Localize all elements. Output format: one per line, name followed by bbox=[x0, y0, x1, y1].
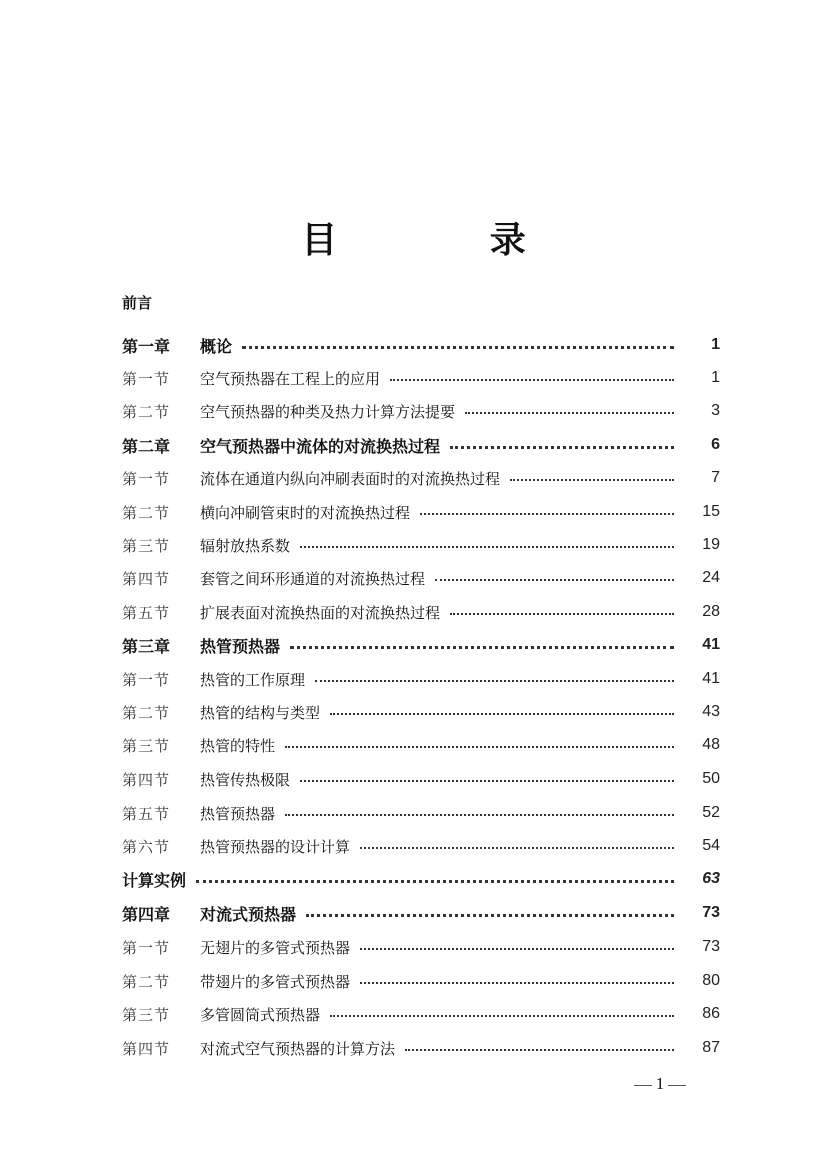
toc-entry-title: 对流式空气预热器的计算方法 bbox=[200, 1039, 396, 1058]
toc-entry-label bbox=[122, 368, 380, 389]
toc-entry-number: 第三章 bbox=[122, 636, 171, 656]
toc-page-number: 43 bbox=[702, 703, 720, 720]
toc-entry-title: 热管传热极限 bbox=[200, 770, 291, 789]
toc-entry-title: 套管之间环形通道的对流换热过程 bbox=[200, 569, 426, 588]
toc-entry-title: 空气预热器中流体的对流换热过程 bbox=[200, 436, 441, 456]
toc-entry-title: 空气预热器的种类及热力计算方法提要 bbox=[200, 402, 456, 421]
toc-section[interactable] bbox=[122, 566, 720, 590]
toc-dot-leader bbox=[360, 847, 674, 849]
toc-entry-title: 多管圆筒式预热器 bbox=[200, 1005, 321, 1024]
toc-preface[interactable] bbox=[122, 290, 720, 314]
page-footer bbox=[620, 1074, 700, 1094]
toc-section[interactable] bbox=[122, 801, 720, 825]
toc-entry-title: 空气预热器在工程上的应用 bbox=[200, 369, 381, 388]
toc-entry-label bbox=[122, 634, 280, 657]
toc-page-number: 63 bbox=[702, 870, 720, 887]
toc-page-number: 50 bbox=[702, 770, 720, 787]
toc-dot-leader bbox=[435, 579, 674, 581]
toc-preface-label: 前言 bbox=[122, 293, 153, 312]
toc-dot-leader bbox=[285, 814, 674, 816]
toc-entry-title: 热管的结构与类型 bbox=[200, 703, 321, 722]
toc-dot-leader bbox=[242, 346, 674, 349]
toc-page-number: 1 bbox=[711, 336, 720, 353]
toc-entry-title: 横向冲刷管束时的对流换热过程 bbox=[200, 503, 411, 522]
toc-entry-title: 热管预热器的设计计算 bbox=[200, 837, 351, 856]
footer-page-number: 1 bbox=[655, 1074, 665, 1093]
toc-entry-label bbox=[122, 902, 296, 925]
toc-entry-label bbox=[122, 836, 350, 857]
toc-example[interactable] bbox=[122, 867, 720, 891]
toc-page-number: 28 bbox=[702, 603, 720, 620]
toc-dot-leader bbox=[510, 479, 674, 481]
toc-entry-title: 流体在通道内纵向冲刷表面时的对流换热过程 bbox=[200, 469, 501, 488]
toc-dot-leader bbox=[390, 379, 674, 381]
toc-entry-number: 第二节 bbox=[122, 703, 171, 722]
toc-entry-title: 对流式预热器 bbox=[200, 904, 297, 924]
toc-dot-leader bbox=[405, 1049, 674, 1051]
toc-entry-label bbox=[122, 434, 440, 457]
toc-entry-number: 第一节 bbox=[122, 469, 171, 488]
toc-entry-number: 第六节 bbox=[122, 837, 171, 856]
toc-section[interactable] bbox=[122, 667, 720, 691]
toc-entry-label bbox=[122, 502, 410, 523]
toc-section[interactable] bbox=[122, 466, 720, 490]
toc-section[interactable] bbox=[122, 399, 720, 423]
toc-page-number: 24 bbox=[702, 569, 720, 586]
toc-dot-leader bbox=[330, 1015, 674, 1017]
toc-dot-leader bbox=[450, 613, 674, 615]
toc-entry-number: 第五节 bbox=[122, 804, 171, 823]
toc-dot-leader bbox=[420, 513, 674, 515]
toc-page-number: 86 bbox=[702, 1005, 720, 1022]
toc-entry-number: 第四节 bbox=[122, 1039, 171, 1058]
toc-section[interactable] bbox=[122, 834, 720, 858]
toc-entry-title: 无翅片的多管式预热器 bbox=[200, 938, 351, 957]
toc-entry-title: 扩展表面对流换热面的对流换热过程 bbox=[200, 603, 441, 622]
toc-dot-leader bbox=[450, 446, 674, 449]
toc-chapter[interactable] bbox=[122, 333, 720, 357]
toc-page-number: 73 bbox=[702, 938, 720, 955]
toc-entry-number: 第一节 bbox=[122, 938, 171, 957]
toc-entry-title: 概论 bbox=[200, 336, 233, 356]
toc-page-number: 3 bbox=[711, 402, 720, 419]
toc-page-number: 6 bbox=[711, 436, 720, 453]
toc-entry-label bbox=[122, 669, 305, 690]
toc-page-number: 73 bbox=[702, 904, 720, 921]
toc-entry-number: 第四章 bbox=[122, 904, 171, 924]
toc-page-number: 41 bbox=[702, 636, 720, 653]
toc-entry-number: 第二节 bbox=[122, 503, 171, 522]
toc-entry-label bbox=[122, 568, 425, 589]
toc-dot-leader bbox=[330, 713, 674, 715]
toc-entry-label bbox=[122, 803, 275, 824]
toc-chapter[interactable] bbox=[122, 433, 720, 457]
toc-entry-number: 第四节 bbox=[122, 770, 171, 789]
toc-entry-label bbox=[122, 401, 455, 422]
toc-entry-label bbox=[122, 971, 350, 992]
toc-entry-number: 第二节 bbox=[122, 972, 171, 991]
toc-entry-label bbox=[122, 702, 320, 723]
toc-entry-label bbox=[122, 1038, 395, 1059]
toc-page-number: 1 bbox=[711, 369, 720, 386]
toc-page-number: 52 bbox=[702, 804, 720, 821]
toc-entry-label bbox=[122, 937, 350, 958]
toc-entry-label bbox=[122, 468, 500, 489]
toc-entry-number: 第二节 bbox=[122, 402, 171, 421]
toc-entry-label bbox=[122, 735, 275, 756]
toc-section[interactable] bbox=[122, 500, 720, 524]
toc-section[interactable] bbox=[122, 366, 720, 390]
page-title: 目 录 bbox=[301, 219, 596, 261]
toc-entry-number: 第二章 bbox=[122, 436, 171, 456]
footer-dash-right bbox=[668, 1085, 686, 1086]
toc-dot-leader bbox=[465, 412, 674, 414]
toc-entry-title: 辐射放热系数 bbox=[200, 536, 291, 555]
toc-page-number: 87 bbox=[702, 1039, 720, 1056]
toc-dot-leader bbox=[300, 780, 674, 782]
toc-chapter[interactable] bbox=[122, 633, 720, 657]
toc-entry-number: 第三节 bbox=[122, 536, 171, 555]
toc-entry-number: 第一节 bbox=[122, 369, 171, 388]
toc-dot-leader bbox=[290, 646, 674, 649]
toc-entry-number: 第一节 bbox=[122, 670, 171, 689]
toc-page-number: 80 bbox=[702, 972, 720, 989]
toc-dot-leader bbox=[285, 746, 674, 748]
toc-chapter[interactable] bbox=[122, 901, 720, 925]
toc-entry-number: 第三节 bbox=[122, 1005, 171, 1024]
toc-page-number: 48 bbox=[702, 736, 720, 753]
toc-entry-label bbox=[122, 334, 232, 357]
toc-page-number: 7 bbox=[711, 469, 720, 486]
toc-section[interactable] bbox=[122, 733, 720, 757]
toc-entry-label bbox=[122, 1004, 320, 1025]
toc-page-number: 41 bbox=[702, 670, 720, 687]
toc-entry-title: 热管预热器 bbox=[200, 636, 281, 656]
toc-entry-number: 第四节 bbox=[122, 569, 171, 588]
toc-section[interactable] bbox=[122, 600, 720, 624]
toc-dot-leader bbox=[306, 914, 674, 917]
toc-entry-label bbox=[122, 602, 440, 623]
toc-entry-title: 带翅片的多管式预热器 bbox=[200, 972, 351, 991]
toc-entry-number: 第五节 bbox=[122, 603, 171, 622]
toc-section[interactable] bbox=[122, 533, 720, 557]
toc-section[interactable] bbox=[122, 1002, 720, 1026]
toc-page-number: 15 bbox=[702, 503, 720, 520]
toc-section[interactable] bbox=[122, 1036, 720, 1060]
toc-entry-label bbox=[122, 535, 290, 556]
toc-entry-number: 第三节 bbox=[122, 736, 171, 755]
toc-dot-leader bbox=[360, 982, 674, 984]
toc-dot-leader bbox=[315, 680, 674, 682]
toc-dot-leader bbox=[300, 546, 674, 548]
toc-section[interactable] bbox=[122, 935, 720, 959]
toc-entry-label bbox=[122, 868, 186, 891]
toc-section[interactable] bbox=[122, 700, 720, 724]
toc-entry-label bbox=[122, 769, 290, 790]
toc-section[interactable] bbox=[122, 969, 720, 993]
footer-dash-left bbox=[634, 1085, 652, 1086]
toc-entry-title: 热管的工作原理 bbox=[200, 670, 306, 689]
toc-entry-title: 热管的特性 bbox=[200, 736, 276, 755]
toc-page-number: 19 bbox=[702, 536, 720, 553]
toc-dot-leader bbox=[196, 880, 674, 883]
toc-entry-number: 第一章 bbox=[122, 336, 171, 356]
toc-section[interactable] bbox=[122, 767, 720, 791]
toc-page-number: 54 bbox=[702, 837, 720, 854]
toc-entry-title: 计算实例 bbox=[122, 870, 187, 890]
toc-dot-leader bbox=[360, 948, 674, 950]
toc-entry-title: 热管预热器 bbox=[200, 804, 276, 823]
